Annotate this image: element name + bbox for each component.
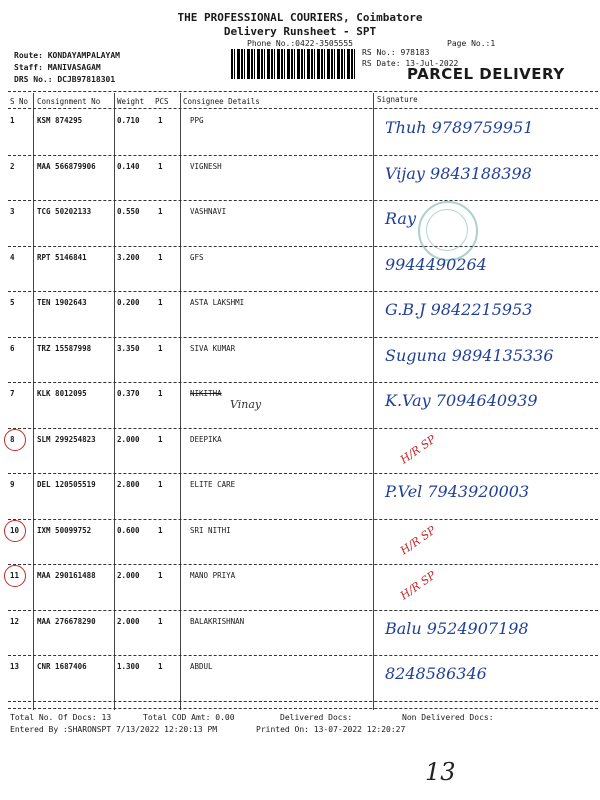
row-divider <box>8 291 598 292</box>
row-signature: G.B.J 9842215953 <box>385 300 533 319</box>
row-weight: 0.140 <box>117 161 140 171</box>
row-consignment: TCG 50202133 <box>37 207 92 216</box>
row-pcs: 1 <box>158 343 163 353</box>
row-consignee: VIGNESH <box>190 161 222 171</box>
row-sno: 4 <box>10 252 15 262</box>
row-consignment: MAA 290161488 <box>37 571 96 580</box>
phone-number: Phone No.:0422-3505555 <box>247 39 353 48</box>
rs-date: RS Date: 13-Jul-2022 <box>362 59 459 68</box>
column-line <box>114 93 115 710</box>
row-pcs: 1 <box>158 298 163 307</box>
row-divider <box>8 428 598 429</box>
row-sno: 13 <box>10 662 20 671</box>
row-divider <box>8 655 598 656</box>
row-hip-mark: H/R SP <box>397 568 439 603</box>
column-line <box>180 93 181 710</box>
row-handwritten-note: Vinay <box>230 398 262 411</box>
row-consignee: DEEPIKA <box>190 434 222 444</box>
row-pcs: 1 <box>158 116 163 125</box>
row-pcs: 1 <box>158 480 163 489</box>
row-divider <box>8 564 598 565</box>
row-divider <box>8 337 598 338</box>
row-sno: 2 <box>10 161 15 171</box>
row-sno: 6 <box>10 343 15 353</box>
row-weight: 2.000 <box>117 434 140 444</box>
row-divider <box>8 473 598 474</box>
row-consignment: TEN 1902643 <box>37 298 87 307</box>
col-consignment: Consignment No <box>37 97 101 106</box>
rs-number: RS No.: 978183 <box>362 48 430 57</box>
row-weight: 3.350 <box>117 343 140 353</box>
row-sno: 5 <box>10 298 15 307</box>
row-signature: Balu 9524907198 <box>385 618 529 638</box>
row-sno: 12 <box>10 616 20 626</box>
row-sno: 11 <box>10 571 20 580</box>
total-docs: Total No. Of Docs: 13 <box>10 713 112 722</box>
delivered-docs: Delivered Docs: <box>280 713 353 722</box>
row-consignee: BALAKRISHNAN <box>190 616 245 626</box>
handwritten-page-mark: 13 <box>425 758 456 786</box>
row-weight: 0.200 <box>117 298 140 307</box>
row-weight: 2.000 <box>117 616 140 626</box>
row-consignment: IXM 50099752 <box>37 525 92 535</box>
row-consignee: SRI NITHI <box>190 525 231 535</box>
row-pcs: 1 <box>158 207 163 216</box>
route-label: Route: KONDAYAMPALAYAM <box>14 51 120 60</box>
row-weight: 2.800 <box>117 480 140 489</box>
total-cod: Total COD Amt: 0.00 <box>143 713 235 722</box>
row-consignee: ABDUL <box>190 662 213 671</box>
row-weight: 0.600 <box>117 525 140 535</box>
row-signature: P.Vel 7943920003 <box>385 482 530 501</box>
row-divider <box>8 382 598 383</box>
row-sno: 3 <box>10 207 15 216</box>
row-signature: 9944490264 <box>385 254 487 274</box>
row-pcs: 1 <box>158 616 163 626</box>
row-consignment: KLK 8012095 <box>37 389 87 398</box>
row-sno: 8 <box>10 434 15 444</box>
printed-on: Printed On: 13-07-2022 12:20:27 <box>256 725 406 734</box>
row-consignee: GFS <box>190 252 204 262</box>
row-divider <box>8 200 598 201</box>
row-consignment: DEL 120505519 <box>37 480 96 489</box>
col-sno: S No <box>10 97 29 106</box>
row-sno: 9 <box>10 480 15 489</box>
row-consignment: SLM 299254823 <box>37 434 96 444</box>
row-consignment: MAA 276678290 <box>37 616 96 626</box>
row-divider <box>8 519 598 520</box>
staff-label: Staff: MANIVASAGAM <box>14 63 101 72</box>
row-sno: 1 <box>10 116 15 125</box>
row-hip-mark: H/R SP <box>397 432 439 466</box>
row-consignment: RPT 5146841 <box>37 252 87 262</box>
runsheet-subtitle: Delivery Runsheet - SPT <box>223 25 377 38</box>
row-consignee: SIVA KUMAR <box>190 343 236 353</box>
row-signature: Suguna 9894135336 <box>385 345 554 365</box>
row-consignee: ASTA LAKSHMI <box>190 298 245 307</box>
barcode <box>231 49 357 79</box>
row-weight: 0.370 <box>117 389 140 398</box>
row-signature: 8248586346 <box>385 664 487 683</box>
row-circle-mark <box>4 565 26 587</box>
row-sno: 10 <box>10 525 20 535</box>
row-divider <box>8 701 598 702</box>
row-pcs: 1 <box>158 571 163 580</box>
row-divider <box>8 610 598 611</box>
header-divider-top <box>8 91 598 92</box>
col-consignee: Consignee Details <box>183 97 260 106</box>
row-consignee: MANO PRIYA <box>190 571 236 580</box>
company-title: THE PROFESSIONAL COURIERS, Coimbatore <box>177 11 423 24</box>
row-weight: 0.710 <box>117 116 140 125</box>
row-weight: 0.550 <box>117 207 140 216</box>
row-pcs: 1 <box>158 389 163 398</box>
col-pcs: PCS <box>155 97 169 106</box>
row-pcs: 1 <box>158 434 163 444</box>
row-pcs: 1 <box>158 662 163 671</box>
row-consignee: ELITE CARE <box>190 480 236 489</box>
row-divider <box>8 246 598 247</box>
parcel-delivery-label: PARCEL DELIVERY <box>407 65 565 83</box>
row-signature: K.Vay 7094640939 <box>385 391 538 410</box>
row-weight: 2.000 <box>117 571 140 580</box>
page-number: Page No.:1 <box>447 39 496 48</box>
row-consignment: MAA 566879906 <box>37 161 96 171</box>
row-consignee: PPG <box>190 116 204 125</box>
row-consignment: TRZ 15587998 <box>37 343 92 353</box>
row-circle-mark <box>4 520 26 542</box>
header-divider-bottom <box>8 108 598 109</box>
row-signature: Thuh 9789759951 <box>385 118 534 137</box>
column-line <box>373 93 374 710</box>
row-sno: 7 <box>10 389 15 398</box>
row-weight: 1.300 <box>117 662 140 671</box>
entered-by: Entered By :SHARONSPT 7/13/2022 12:20:13 PM <box>10 725 218 734</box>
row-signature: Vijay 9843188398 <box>385 163 532 183</box>
row-consignment: KSM 874295 <box>37 116 83 125</box>
row-consignment: CNR 1687406 <box>37 662 87 671</box>
footer-divider <box>8 708 598 709</box>
drs-number: DRS No.: DCJB97818301 <box>14 75 116 84</box>
column-line <box>33 93 34 710</box>
row-weight: 3.200 <box>117 252 140 262</box>
row-hip-mark: H/R SP <box>397 523 439 557</box>
non-delivered-docs: Non Delivered Docs: <box>402 713 494 722</box>
row-pcs: 1 <box>158 252 163 262</box>
col-signature: Signature <box>377 95 418 104</box>
row-pcs: 1 <box>158 525 163 535</box>
row-divider <box>8 155 598 156</box>
row-pcs: 1 <box>158 161 163 171</box>
row-signature: Ray <box>385 209 416 228</box>
row-consignee: VASHNAVI <box>190 207 227 216</box>
row-circle-mark <box>4 429 26 451</box>
col-weight: Weight <box>117 97 145 106</box>
row-consignee: NIKITHA <box>190 389 222 398</box>
